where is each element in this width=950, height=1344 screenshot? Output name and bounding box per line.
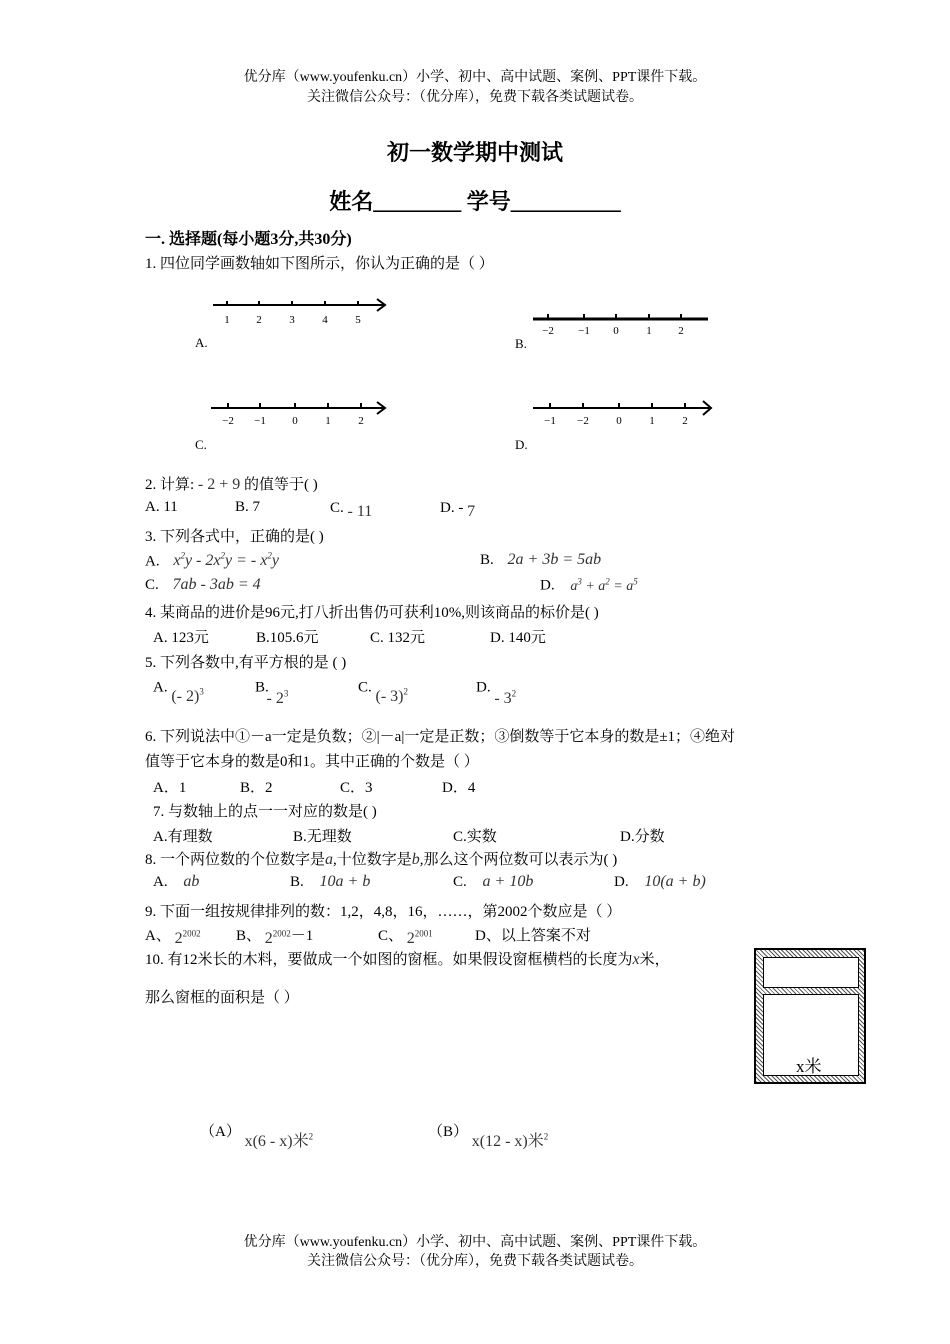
q9-option-c — [378, 924, 433, 945]
q8-option-c-expr: a + 10b — [482, 873, 534, 890]
q3-option-b — [480, 551, 601, 569]
q5-option-a — [153, 677, 204, 706]
q2-option-a: A. 11 — [145, 499, 178, 515]
q2-option-d — [440, 499, 476, 520]
question-2 — [145, 473, 318, 494]
tick-label: 3 — [289, 314, 295, 326]
q4-option-a: A. 123元 — [153, 630, 209, 646]
q5-option-b — [255, 677, 294, 708]
q4-option-b: B.105.6元 — [256, 630, 319, 646]
q5-option-b-expr: - $2^3$ — [266, 689, 289, 708]
q10-option-b — [428, 1118, 549, 1150]
tick-label: −2 — [577, 415, 589, 427]
q9-option-c-label: C、 — [378, 928, 404, 944]
q9-option-b-expr: $2^{2002}$ — [264, 928, 291, 947]
header-line-1: 优分库（www.youfenku.cn）小学、初中、高中试题、案例、PPT课件下载。 — [243, 70, 707, 85]
q6-option-c: C．3 — [340, 780, 373, 796]
q8-option-c — [453, 873, 533, 891]
q3-option-b-label: B. — [480, 552, 494, 568]
q10-option-a-text: x(6 - x)米 — [244, 1133, 309, 1150]
tick-label: −1 — [254, 415, 266, 427]
header-line-2: 关注微信公众号：（优分库），免费下载各类试题试卷。 — [307, 90, 643, 105]
q6-option-b: B．2 — [240, 780, 273, 796]
number-line-c — [193, 393, 393, 453]
q5-option-b-label: B. — [255, 679, 269, 696]
q4-option-c: C. 132元 — [370, 630, 426, 646]
tick-label: −2 — [222, 415, 234, 427]
number-line-d — [513, 393, 713, 453]
q9-option-a — [145, 924, 201, 945]
tick-label: 0 — [616, 415, 622, 427]
question-6-line-1: 6. 下列说法中①－a一定是负数；②|－a|一定是正数；③倒数等于它本身的数是±1；④绝对 — [145, 729, 736, 745]
q5-option-c-expr: (- 3)$^2$ — [375, 687, 408, 706]
q7-option-c: C.实数 — [453, 829, 497, 845]
q8-option-c-label: C. — [453, 874, 467, 890]
q7-option-a: A.有理数 — [153, 829, 213, 845]
section-1-heading: 一. 选择题(每小题3分,共30分) — [145, 231, 352, 248]
question-8-text-1: 8. 一个两位数的个位数字是 — [145, 852, 326, 868]
option-a-label: A. — [195, 335, 208, 350]
q9-option-b-tail: －1 — [290, 928, 314, 944]
q9-option-d: D、以上答案不对 — [475, 928, 591, 944]
q2-option-c — [330, 499, 373, 520]
q7-option-b: B.无理数 — [293, 829, 352, 845]
tick-label: 5 — [355, 314, 361, 326]
tick-label: 1 — [646, 325, 652, 337]
number-line-b — [513, 303, 713, 353]
q2-option-d-label: D. - — [440, 500, 464, 516]
q7-option-d: D.分数 — [620, 829, 665, 845]
window-frame-figure — [754, 948, 866, 1084]
q10-option-b-text: x(12 - x)米 — [471, 1133, 544, 1150]
option-b-label: B. — [515, 336, 527, 351]
tick-label: −1 — [578, 325, 590, 337]
option-c-label: C. — [195, 437, 207, 452]
q10-option-a-expr: x(6 - x)米$^2$ — [244, 1131, 314, 1150]
q5-option-d — [476, 677, 517, 708]
q9-option-a-label: A、 — [145, 928, 171, 944]
q3-option-b-expr: 2a + 3b = 5ab — [507, 551, 602, 568]
footer-line-1: 优分库（www.youfenku.cn）小学、初中、高中试题、案例、PPT课件下载。 — [243, 1235, 707, 1250]
tick-label: 1 — [649, 415, 655, 427]
question-8-text-3: ,那么这个两位数可以表示为( ) — [419, 852, 618, 868]
question-10-text: 10. 有12米长的木料，要做成一个如图的窗框。如果假设窗框横档的长度为 — [145, 952, 633, 968]
q3-option-d-expr: $a^3 + a^2 = a^5$ — [570, 576, 638, 594]
q8-option-d-label: D. — [614, 874, 629, 890]
q3-option-c — [145, 576, 261, 594]
q3-option-a-expr: $x^2y - 2x^2y$ = - $x^2y$ — [173, 551, 279, 570]
q9-option-b-label: B、 — [236, 928, 262, 944]
tick-label: 0 — [613, 325, 619, 337]
question-3-text: 3. 下列各式中，正确的是( ) — [145, 529, 324, 545]
q5-option-c-label: C. — [358, 679, 372, 696]
q6-option-a: A．1 — [153, 780, 187, 796]
q2-option-b: B. 7 — [235, 499, 261, 515]
question-2-expr: - 2 + 9 — [197, 476, 241, 493]
q4-option-d: D. 140元 — [490, 630, 546, 646]
q9-option-c-expr: $2^{2001}$ — [406, 928, 433, 947]
tick-label: 2 — [358, 415, 364, 427]
question-2-tail: 的值等于( ) — [244, 477, 318, 493]
option-d-label: D. — [515, 437, 528, 452]
question-8-var-a: a — [325, 851, 334, 868]
q6-option-d: D．4 — [442, 780, 476, 796]
q2-option-d-value: 7 — [467, 503, 476, 520]
q3-option-d-label: D. — [540, 577, 555, 594]
name-id-line: 姓名________ 学号__________ — [329, 189, 621, 214]
tick-label: 4 — [322, 314, 328, 326]
q10-option-a — [200, 1118, 314, 1150]
q8-option-d — [614, 873, 706, 891]
question-6-line-2: 值等于它本身的数是0和1。其中正确的个数是（ ） — [145, 754, 479, 770]
q3-option-a-label: A. — [145, 553, 160, 570]
q5-option-a-label: A. — [153, 679, 168, 696]
q8-option-d-expr: 10(a + b) — [644, 873, 706, 890]
q3-option-c-expr: 7ab - 3ab = 4 — [172, 576, 261, 593]
q8-option-b — [290, 873, 370, 891]
q8-option-b-label: B. — [290, 874, 304, 890]
tick-label: −1 — [544, 415, 556, 427]
question-7-text: 7. 与数轴上的点一一对应的数是( ) — [153, 804, 377, 820]
tick-label: 2 — [678, 325, 684, 337]
question-10-line-2: 那么窗框的面积是（ ） — [145, 990, 299, 1006]
q2-option-c-value: - 11 — [347, 503, 373, 520]
q5-option-a-expr: (- 2)$^3$ — [171, 687, 204, 706]
q3-option-d — [540, 576, 638, 595]
q8-option-a-expr: ab — [183, 873, 200, 890]
question-10-var-x: x — [632, 951, 640, 968]
question-8-text-2: ,十位数字是 — [333, 852, 412, 868]
question-8-var-b: b — [411, 851, 420, 868]
tick-label: 2 — [682, 415, 688, 427]
question-10-unit: 米， — [639, 952, 670, 968]
tick-label: 0 — [292, 415, 298, 427]
question-2-text: 2. 计算: — [145, 477, 195, 493]
question-10-line-1 — [145, 948, 670, 969]
q5-option-d-expr: - $3^2$ — [494, 689, 517, 708]
q9-option-b — [236, 924, 313, 945]
q10-option-b-label: （B） — [428, 1124, 469, 1140]
q3-option-a — [145, 551, 279, 570]
question-8 — [145, 848, 617, 869]
q10-option-a-label: （A） — [200, 1124, 241, 1140]
q10-option-b-expr: x(12 - x)米$^2$ — [471, 1131, 549, 1150]
question-4-text: 4. 某商品的进价是96元,打八折出售仍可获利10%,则该商品的标价是( ) — [145, 605, 599, 621]
q5-option-c — [358, 677, 408, 706]
number-line-a — [195, 290, 395, 355]
q5-option-d-label: D. — [476, 679, 491, 696]
q9-option-a-expr: $2^{2002}$ — [174, 928, 201, 947]
question-9-text: 9. 下面一组按规律排列的数：1,2，4,8，16，……，第2002个数应是（ ） — [145, 904, 622, 920]
q8-option-a — [153, 873, 199, 891]
q2-option-c-label: C. — [330, 500, 344, 516]
question-1-text: 1. 四位同学画数轴如下图所示，你认为正确的是（ ） — [145, 256, 494, 272]
footer-line-2: 关注微信公众号：（优分库），免费下载各类试题试卷。 — [307, 1254, 643, 1269]
window-top-pane — [763, 957, 859, 988]
tick-label: 2 — [256, 314, 262, 326]
q8-option-b-expr: 10a + b — [319, 873, 371, 890]
tick-label: −2 — [542, 325, 554, 337]
q8-option-a-label: A. — [153, 874, 168, 890]
tick-label: 1 — [325, 415, 331, 427]
question-5-text: 5. 下列各数中,有平方根的是 ( ) — [145, 655, 347, 671]
window-width-label: x米 — [796, 1057, 822, 1076]
page-title: 初一数学期中测试 — [386, 140, 563, 165]
tick-label: 1 — [224, 314, 230, 326]
q3-option-c-label: C. — [145, 577, 159, 593]
